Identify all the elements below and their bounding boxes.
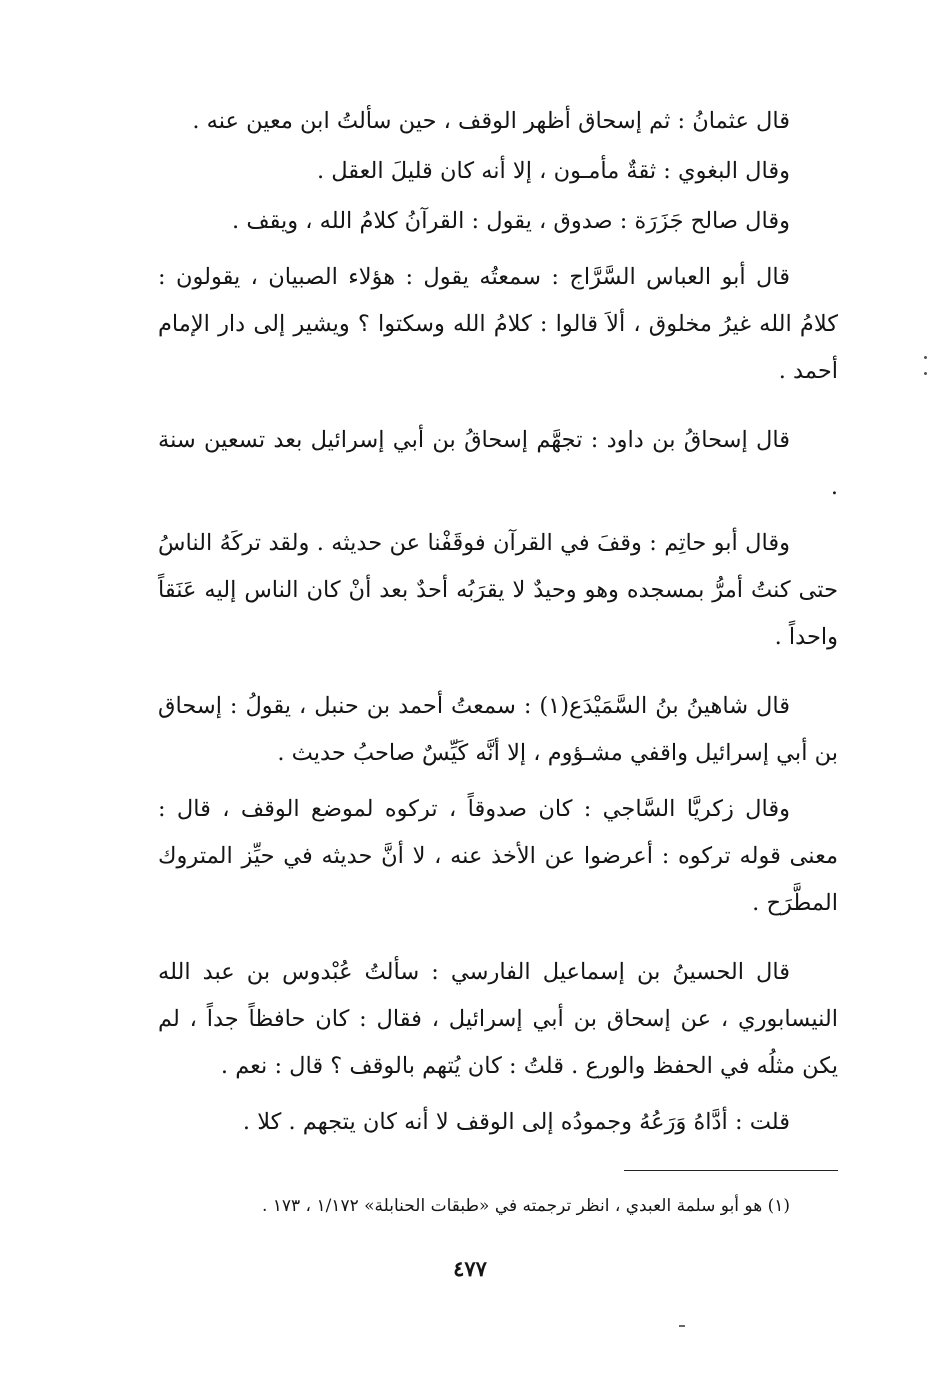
page-number: ٤٧٧ xyxy=(453,1256,487,1281)
footnote-divider xyxy=(624,1170,838,1171)
paragraph-5: قال إسحاقُ بن داود : تجهَّم إسحاقُ بن أبي إسرائيل بعد تسعين سنة . xyxy=(158,427,838,500)
paragraph-3: وقال صالح جَزَرَة : صدوق ، يقول : القرآنُ كلامُ الله ، ويقف . xyxy=(232,208,790,234)
paragraph-1: قال عثمانُ : ثم إسحاق أظهر الوقف ، حين سألتُ ابن معين عنه . xyxy=(192,108,790,134)
main-text xyxy=(158,98,838,1155)
margin-mark xyxy=(924,356,927,359)
paragraph-9: قال الحسينُ بن إسماعيل الفارسي : سألتُ عُبْدوس بن عبد الله النيسابوري ، عن إسحاق بن أبي إسرائيل ، فقال : كان حافظاً جداً ، لم يكن مثلُه في الحفظ والورع . قلتُ : كان يُتهم بالوقف ؟ قال : نعم . xyxy=(158,959,838,1079)
paragraph-4: قال أبو العباس السَّرَّاج : سمعتُه يقول : هؤلاء الصبيان ، يقولون : كلامُ الله غيرُ مخلوق ، ألاَ قالوا : كلامُ الله وسكتوا ؟ ويشير إلى دار الإمام أحمد . xyxy=(158,264,838,384)
paragraph-6: وقال أبو حاتِم : وقفَ في القرآن فوقَفْنا عن حديثه . ولقد تركَهُ الناسُ حتى كنتُ أمرُّ بمسجده وهو وحيدٌ لا يقرَبُه أحدٌ بعد أنْ كان الناس إليه عَنَقاً واحداً . xyxy=(158,530,838,650)
scan-mark xyxy=(679,1325,685,1327)
footnote: (١) هو أبو سلمة العبدي ، انظر ترجمته في «طبقات الحنابلة» ١/١٧٢ ، ١٧٣ . xyxy=(261,1196,790,1216)
paragraph-8: وقال زكريَّا السَّاجي : كان صدوقاً ، تركوه لموضع الوقف ، قال : معنى قوله تركوه : أعرضوا عن الأخذ عنه ، لا أنَّ حديثه في حيِّز المتروك المطَّرَح . xyxy=(158,796,838,916)
paragraph-2: وقال البغوي : ثقةٌ مأمـون ، إلا أنه كان قليلَ العقل . xyxy=(316,158,790,184)
margin-mark xyxy=(924,372,927,375)
paragraph-7: قال شاهينُ بنُ السَّمَيْدَع(١) : سمعتُ أحمد بن حنبل ، يقولُ : إسحاق بن أبي إسرائيل واقفي مشـؤوم ، إلا أنَّه كَيِّسٌ صاحبُ حديث . xyxy=(158,693,838,766)
paragraph-10: قلت : أدَّاهُ وَرَعُهُ وجمودُه إلى الوقف لا أنه كان يتجهم . كلا . xyxy=(242,1109,790,1135)
